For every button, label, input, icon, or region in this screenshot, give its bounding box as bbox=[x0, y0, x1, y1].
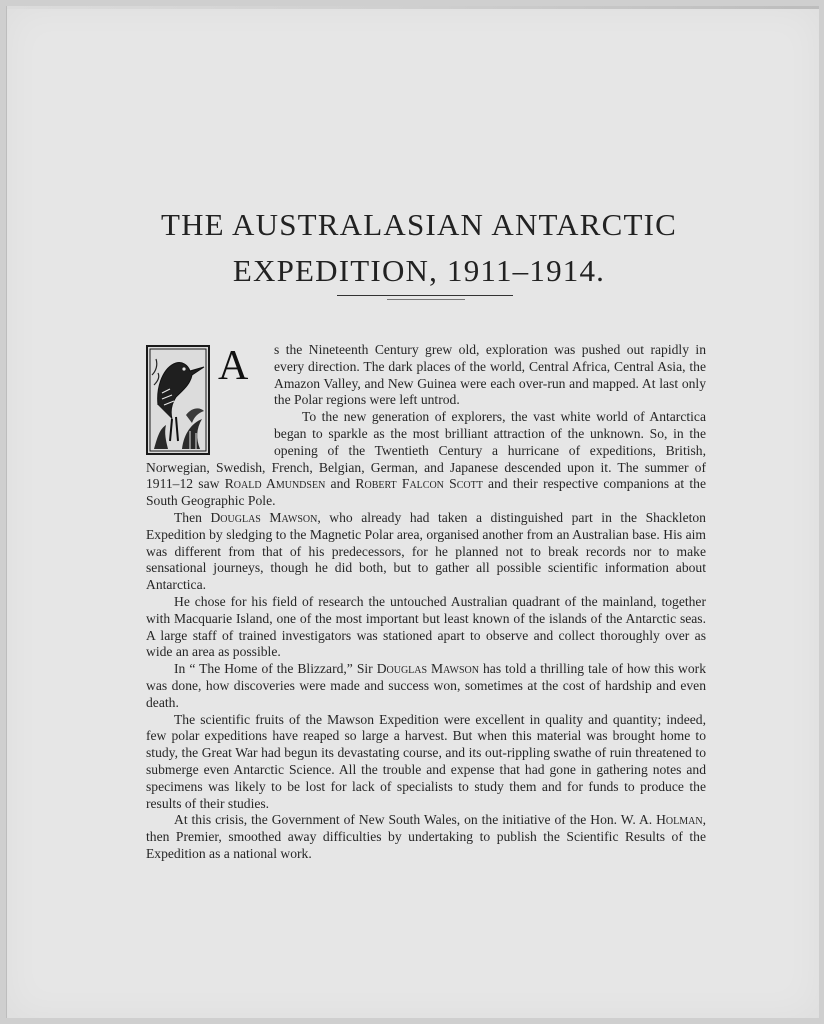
drop-cap-letter: A bbox=[218, 343, 249, 389]
page-title bbox=[7, 202, 819, 294]
paragraph-1 bbox=[146, 342, 706, 409]
paragraph-4 bbox=[146, 594, 706, 661]
page-edge bbox=[7, 6, 819, 9]
paragraph-text: In “ The Home of the Blizzard,” Sir bbox=[174, 661, 377, 677]
person-name: Robert Falcon Scott bbox=[355, 476, 483, 492]
drop-cap bbox=[146, 345, 268, 457]
title-line-2: EXPEDITION, 1911–1914. bbox=[232, 253, 606, 288]
title-rule-thin bbox=[387, 299, 465, 300]
heron-ornament-icon bbox=[146, 345, 210, 455]
paragraph-text: and their respective companions at the South Geographic Pole. bbox=[146, 476, 706, 509]
person-name: Roald Amundsen bbox=[224, 476, 326, 492]
paragraph-text: s the Nineteenth Century grew old, exploration was pushed out rapidly in every direction. The dark places of the world, Central Africa, Central Asia, the Amazon Valley, and New Guinea were each over-run and mapped. At last only the Polar regions were left untrod. bbox=[274, 342, 706, 408]
paragraph-text: The scientific fruits of the Mawson Expedition were excellent in quality and quantity; indeed, few polar expeditions have reaped so large a harvest. But when this material was brought home to study, the Great War had begun its devastating course, and its out-rippling swathe of ruin threatened to submerge even Antarctic Science. All the trouble and expense that had gone in gathering notes and specimens was likely to be lost for lack of specialists to study them and for funds to produce the results of their studies. bbox=[146, 711, 706, 811]
paragraph-text: Then bbox=[174, 509, 211, 525]
paragraph-6 bbox=[146, 712, 706, 813]
paragraph-text: , then Premier, smoothed away difficulties by undertaking to publish the Scientific Results of the Expedition as a national work. bbox=[146, 812, 706, 861]
paragraph-text: has told a thrilling tale of how this work was done, how discoveries were made and success won, sometimes at the cost of hardship and even death. bbox=[146, 661, 706, 710]
title-rule bbox=[337, 295, 513, 296]
person-name: Douglas Mawson bbox=[376, 661, 480, 677]
paragraph-7 bbox=[146, 812, 706, 862]
paragraph-text: To the new generation of explorers, the vast white world of Antarctica began to sparkle as the most brilliant attraction of the unknown. So, in the opening of the Twentieth Century a hurricane of expeditions, British, Norwegian, Swedish, French, Belgian, German, and Japanese descended upon it. The summer of 1911–12 saw bbox=[146, 409, 706, 492]
body-text bbox=[146, 342, 706, 863]
paragraph-text: and bbox=[325, 476, 356, 492]
paragraph-3 bbox=[146, 510, 706, 594]
paragraph-text: At this crisis, the Government of New South Wales, on the initiative of the Hon. W. A. bbox=[174, 812, 657, 828]
paragraph-text: He chose for his field of research the untouched Australian quadrant of the mainland, together with Macquarie Island, one of the most important but least known of the islands of the Antarctic seas. A large staff of trained investigators was stationed apart to observe and collect thoroughly over as wide an area as possible. bbox=[146, 593, 706, 660]
paragraph-text: , who already had taken a distinguished part in the Shackleton Expedition by sledging to the Magnetic Polar area, organised another from an Australian base. His aim was different from that of his predecessors, for he planned not to break records nor to make sensational journeys, though he did both, but to gather all possible scientific information about Antarctica. bbox=[146, 509, 706, 593]
paragraph-5 bbox=[146, 661, 706, 711]
person-name: Douglas Mawson bbox=[210, 509, 318, 525]
title-line-1: THE AUSTRALASIAN ANTARCTIC bbox=[160, 207, 678, 242]
person-name: Holman bbox=[656, 812, 703, 828]
document-page bbox=[6, 6, 819, 1018]
